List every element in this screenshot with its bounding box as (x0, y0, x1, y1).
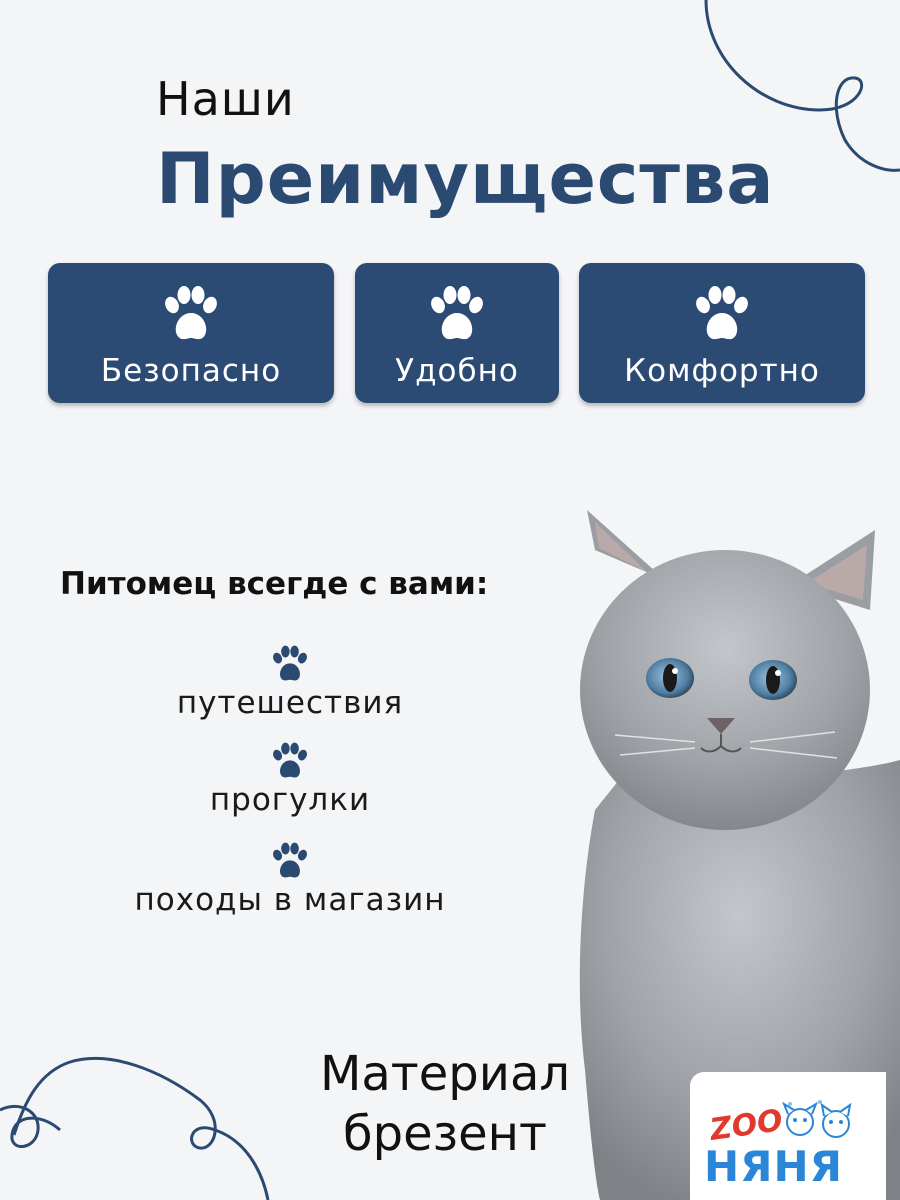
decorative-swirl-bottom-left (14, 1058, 268, 1200)
use-item-shopping (30, 842, 550, 918)
paw-icon (690, 285, 754, 343)
material-line2: брезент (343, 1106, 547, 1162)
feature-label: Комфортно (624, 353, 820, 389)
material-text (300, 1044, 590, 1164)
use-label: прогулки (209, 782, 371, 818)
logo-nyanya-text: НЯНЯ (704, 1142, 843, 1191)
feature-card-convenient (355, 263, 559, 403)
feature-card-safe (48, 263, 334, 403)
use-item-travel (30, 645, 550, 721)
paw-icon (269, 842, 311, 880)
feature-card-comfort (579, 263, 865, 403)
heading-title: Преимущества (156, 138, 775, 220)
paw-icon (425, 285, 489, 343)
logo-zoo-text: ZOO (707, 1103, 785, 1148)
feature-label: Безопасно (100, 353, 282, 389)
use-item-walks (30, 742, 550, 818)
brand-logo (690, 1072, 886, 1200)
paw-icon (159, 285, 223, 343)
use-label: походы в магазин (134, 882, 446, 918)
paw-icon (269, 742, 311, 780)
material-line1: Материал (319, 1046, 571, 1102)
subtitle: Питомец всегде с вами: (60, 566, 489, 602)
feature-label: Удобно (395, 353, 519, 389)
use-label: путешествия (176, 685, 404, 721)
heading-small: Наши (156, 72, 295, 126)
paw-icon (269, 645, 311, 683)
